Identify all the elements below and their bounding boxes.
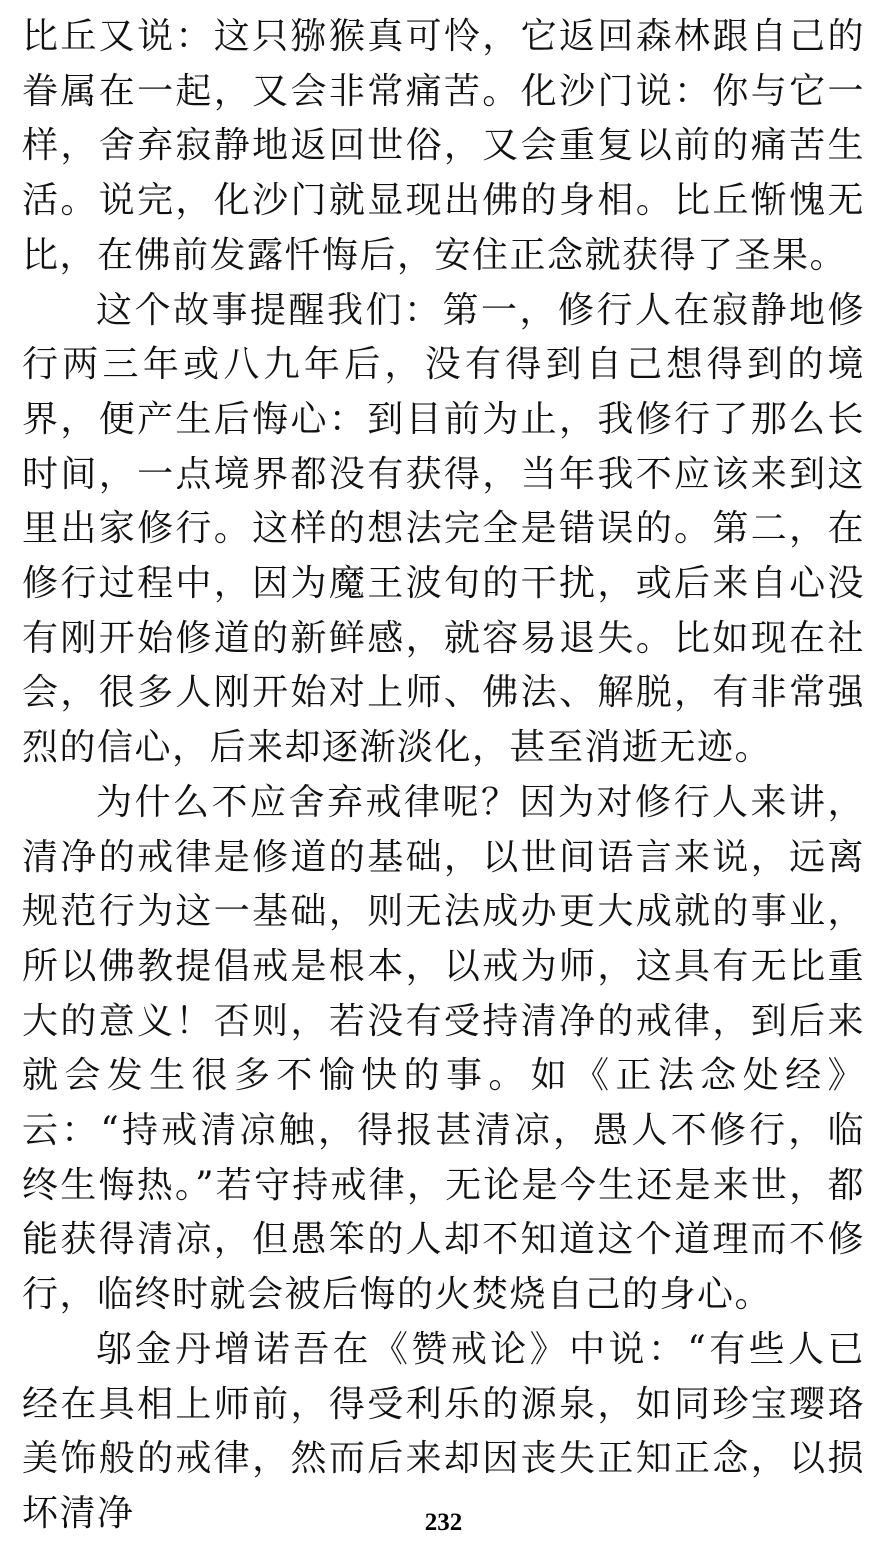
paragraph: 为什么不应舍弃戒律呢？因为对修行人来讲，清净的戒律是修道的基础，以世间语言来说，远离规范行为这一基础，则无法成办更大成就的事业，所以佛教提倡戒是根本，以戒为师，这具有无比重大的意义！否则，若没有受持清净的戒律，到后来就会发生很多不愉快的事。如《正法念处经》云：“持戒清凉触，得报甚清凉，愚人不修行，临终生悔热。”若守持戒律，无论是今生还是来世，都能获得清凉，但愚笨的人却不知道这个道理而不修行，临终时就会被后悔的火焚烧自己的身心。 [22, 781, 865, 1316]
paragraph: 比丘又说：这只猕猴真可怜，它返回森林跟自己的眷属在一起，又会非常痛苦。化沙门说：你与它一样，舍弃寂静地返回世俗，又会重复以前的痛苦生活。说完，化沙门就显现出佛的身相。比丘惭愧无比，在佛前发露忏悔后，安住正念就获得了圣果。 [22, 16, 865, 276]
page-body [22, 10, 865, 1542]
paragraph: 邬金丹增诺吾在《赞戒论》中说：“有些人已经在具相上师前，得受利乐的源泉，如同珍宝璎珞美饰般的戒律，然而后来却因丧失正知正念，以损坏清净 [22, 1328, 865, 1534]
paragraph: 这个故事提醒我们：第一，修行人在寂静地修行两三年或八九年后，没有得到自己想得到的境界，便产生后悔心：到目前为止，我修行了那么长时间，一点境界都没有获得，当年我不应该来到这里出家修行。这样的想法完全是错误的。第二，在修行过程中，因为魔王波旬的干扰，或后来自心没有刚开始修道的新鲜感，就容易退失。比如现在社会，很多人刚开始对上师、佛法、解脱，有非常强烈的信心，后来却逐渐淡化，甚至消逝无迹。 [22, 289, 865, 769]
page-number: 232 [424, 1509, 463, 1536]
